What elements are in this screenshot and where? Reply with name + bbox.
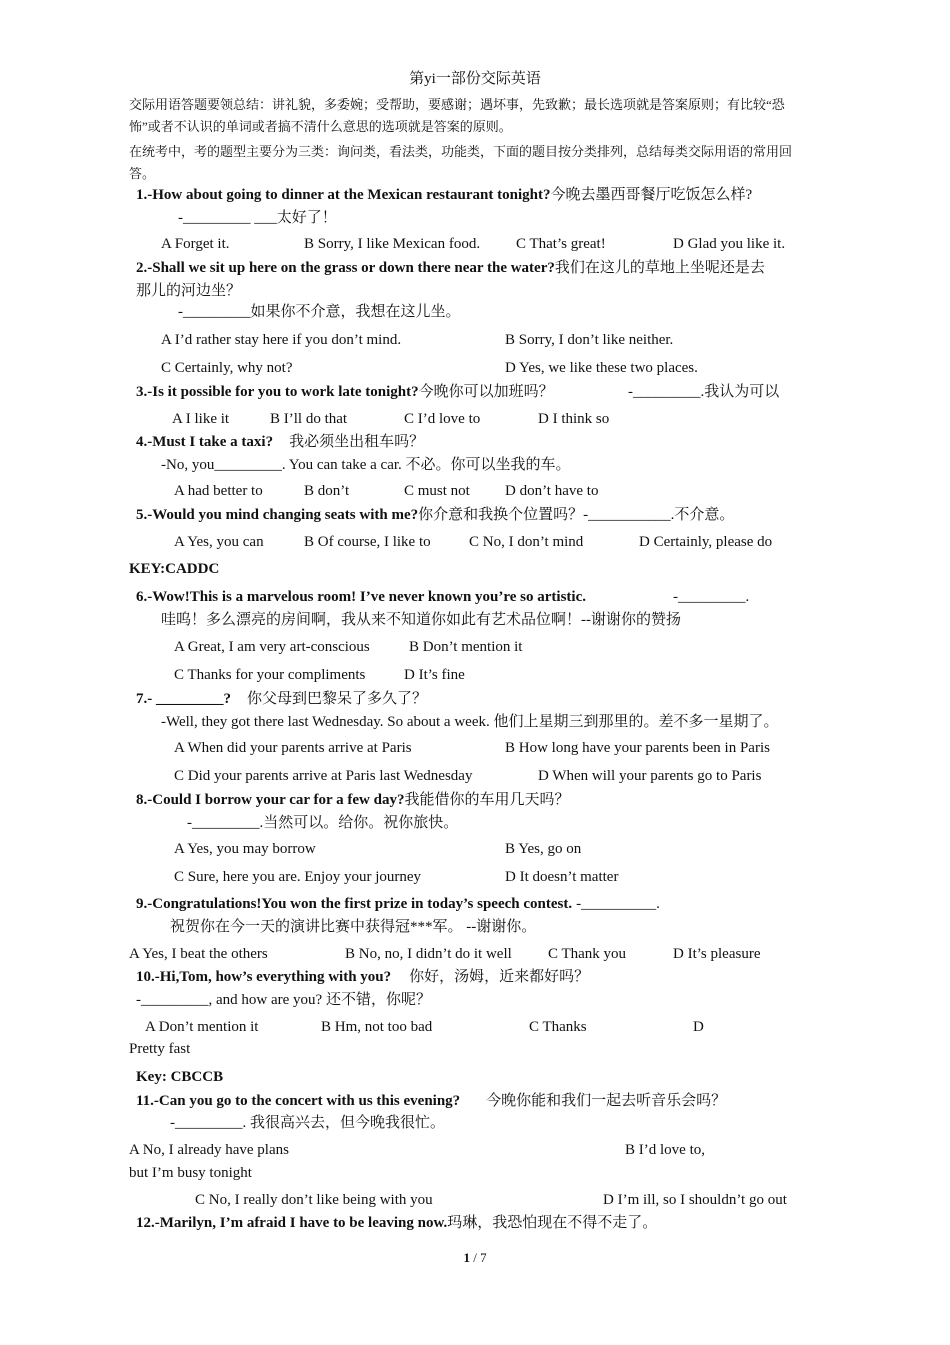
option-d: D	[693, 1019, 704, 1035]
question-translation: 我能借你的车用几天吗？	[404, 792, 570, 808]
question-translation: 哇呜！多么漂亮的房间啊，我从来不知道你如此有艺术品位啊！--谢谢你的赞扬	[161, 612, 681, 628]
question-text: 11.-Can you go to the concert with us this evening?	[136, 1093, 461, 1109]
question-text: 6.-Wow!This is a marvelous room! I’ve never known you’re so artistic.	[136, 589, 586, 605]
answer-key: KEY:CADDC	[129, 561, 220, 577]
option-a: A Yes, I beat the others	[129, 946, 268, 962]
option-b: B Hm, not too bad	[321, 1019, 433, 1035]
question-translation: 今晚去墨西哥餐厅吃饭怎么样?	[550, 187, 753, 203]
question-reply: -_________.当然可以。给你。祝你旅快。	[187, 815, 459, 831]
option-b: B I’ll do that	[270, 411, 348, 427]
question-translation: 你父母到巴黎呆了多久了？	[247, 691, 428, 707]
question-1	[136, 185, 752, 205]
option-b: B Of course, I like to	[304, 534, 431, 550]
question-10	[136, 967, 589, 987]
option-a: A Forget it.	[161, 236, 230, 252]
question-text: 4.-Must I take a taxi?	[136, 434, 274, 450]
option-c: C must not	[404, 483, 470, 499]
option-c: C Thanks	[529, 1019, 587, 1035]
question-reply: -_________ ___太好了！	[178, 210, 337, 226]
option-d: D Glad you like it.	[673, 236, 786, 252]
question-reply: -No, you_________. You can take a car. 不必。你可以坐我的车。	[161, 457, 571, 473]
intro-line: 交际用语答题要领总结：讲礼貌，多委婉；受帮助，要感谢；遇坏事，先致歉；最长选项就是答案原则；有比较“恐	[129, 97, 785, 112]
option-a: A No, I already have plans	[129, 1142, 289, 1158]
question-text: 3.-Is it possible for you to work late tonight?	[136, 384, 419, 400]
option-b: B don’t	[304, 483, 350, 499]
question-text: 12.-Marilyn, I’m afraid I have to be leaving now.	[136, 1215, 448, 1231]
question-7	[136, 689, 427, 709]
option-b: B Don’t mention it	[409, 639, 523, 655]
question-text: 7.- _________?	[136, 691, 231, 707]
question-text: 5.-Would you mind changing seats with me?	[136, 507, 419, 523]
option-c: C Sure, here you are. Enjoy your journey	[174, 869, 422, 885]
option-c: C That’s great!	[516, 236, 606, 252]
option-c: C Certainly, why not?	[161, 360, 293, 376]
option-d: D When will your parents go to Paris	[538, 768, 762, 784]
option-a: A When did your parents arrive at Paris	[174, 740, 412, 756]
option-c: C No, I really don’t like being with you	[195, 1192, 433, 1208]
option-a: A Yes, you may borrow	[174, 841, 316, 857]
intro-line: 在统考中，考的题型主要分为三类：询问类，看法类，功能类，下面的题目按分类排列，总结每类交际用语的常用回	[129, 144, 793, 159]
question-reply: -_________.	[673, 589, 750, 605]
option-a: A I like it	[172, 411, 230, 427]
question-reply: -Well, they got there last Wednesday. So about a week. 他们上星期三到那里的。差不多一星期了。	[161, 714, 779, 730]
question-translation: 那儿的河边坐？	[136, 283, 242, 299]
option-d: D I think so	[538, 411, 610, 427]
question-reply: -_________.我认为可以	[628, 384, 780, 400]
total-pages: 7	[480, 1250, 487, 1265]
option-d: D It’s fine	[404, 667, 465, 683]
current-page: 1	[463, 1250, 470, 1265]
question-translation: 今晚你可以加班吗？	[418, 384, 554, 400]
question-2	[136, 258, 765, 278]
intro-line: 怖”或者不认识的单词或者搞不清什么意思的选项就是答案的原则。	[129, 119, 512, 134]
question-3	[136, 382, 554, 402]
option-c: C I’d love to	[404, 411, 481, 427]
question-12	[136, 1213, 657, 1233]
option-b: B Yes, go on	[505, 841, 582, 857]
question-translation: 我们在这儿的草地上坐呢还是去	[554, 260, 765, 276]
question-9	[136, 894, 660, 914]
question-translation: 你介意和我换个位置吗？-___________.不介意。	[418, 507, 735, 523]
option-a: A Don’t mention it	[145, 1019, 259, 1035]
question-reply: -_________如果你不介意，我想在这儿坐。	[178, 304, 461, 320]
option-a: A had better to	[174, 483, 263, 499]
intro-line: 答。	[129, 166, 156, 181]
option-b-text: but I’m busy tonight	[129, 1165, 252, 1181]
page-title: 第yi一部份交际英语	[409, 71, 541, 87]
option-c: C Thanks for your compliments	[174, 667, 366, 683]
option-b: B How long have your parents been in Paris	[505, 740, 770, 756]
page-number	[0, 1250, 950, 1266]
option-d: D Certainly, please do	[639, 534, 773, 550]
option-c: C Did your parents arrive at Paris last Wednesday	[174, 768, 473, 784]
option-d: D It doesn’t matter	[505, 869, 619, 885]
question-5	[136, 505, 734, 525]
question-text: 9.-Congratulations!You won the first prize in today’s speech contest.	[136, 896, 573, 912]
question-text: 10.-Hi,Tom, how’s everything with you?	[136, 969, 392, 985]
option-b: B Sorry, I don’t like neither.	[505, 332, 674, 348]
question-text: 2.-Shall we sit up here on the grass or down there near the water?	[136, 260, 555, 276]
question-reply: -_________. 我很高兴去，但今晚我很忙。	[170, 1115, 445, 1131]
page-separator: /	[469, 1250, 481, 1265]
question-reply: -__________.	[576, 896, 660, 912]
question-translation: 我必须坐出租车吗？	[289, 434, 425, 450]
question-text: 1.-How about going to dinner at the Mexican restaurant tonight?	[136, 187, 551, 203]
option-b: B I’d love to,	[625, 1142, 705, 1158]
option-c: C Thank you	[548, 946, 627, 962]
option-d: D It’s pleasure	[673, 946, 761, 962]
question-translation: 今晚你能和我们一起去听音乐会吗？	[486, 1093, 727, 1109]
answer-key: Key: CBCCB	[136, 1069, 224, 1085]
option-b: B No, no, I didn’t do it well	[345, 946, 512, 962]
option-d: D don’t have to	[505, 483, 599, 499]
option-d: D Yes, we like these two places.	[505, 360, 698, 376]
question-translation: 玛琳，我恐怕现在不得不走了。	[447, 1215, 658, 1231]
question-translation: 祝贺你在今一天的演讲比赛中获得冠***军。 --谢谢你。	[170, 919, 537, 935]
question-4	[136, 432, 424, 452]
option-d-text: Pretty fast	[129, 1041, 191, 1057]
question-translation: 你好，汤姆，近来都好吗？	[409, 969, 590, 985]
option-a: A Yes, you can	[174, 534, 264, 550]
option-a: A Great, I am very art-conscious	[174, 639, 370, 655]
question-8	[136, 790, 570, 810]
option-c: C No, I don’t mind	[469, 534, 584, 550]
option-a: A I’d rather stay here if you don’t mind.	[161, 332, 402, 348]
question-reply: -_________, and how are you? 还不错，你呢？	[136, 992, 431, 1008]
option-b: B Sorry, I like Mexican food.	[304, 236, 481, 252]
question-text: 8.-Could I borrow your car for a few day?	[136, 792, 405, 808]
option-d: D I’m ill, so I shouldn’t go out	[603, 1192, 787, 1208]
question-11	[136, 1091, 726, 1111]
